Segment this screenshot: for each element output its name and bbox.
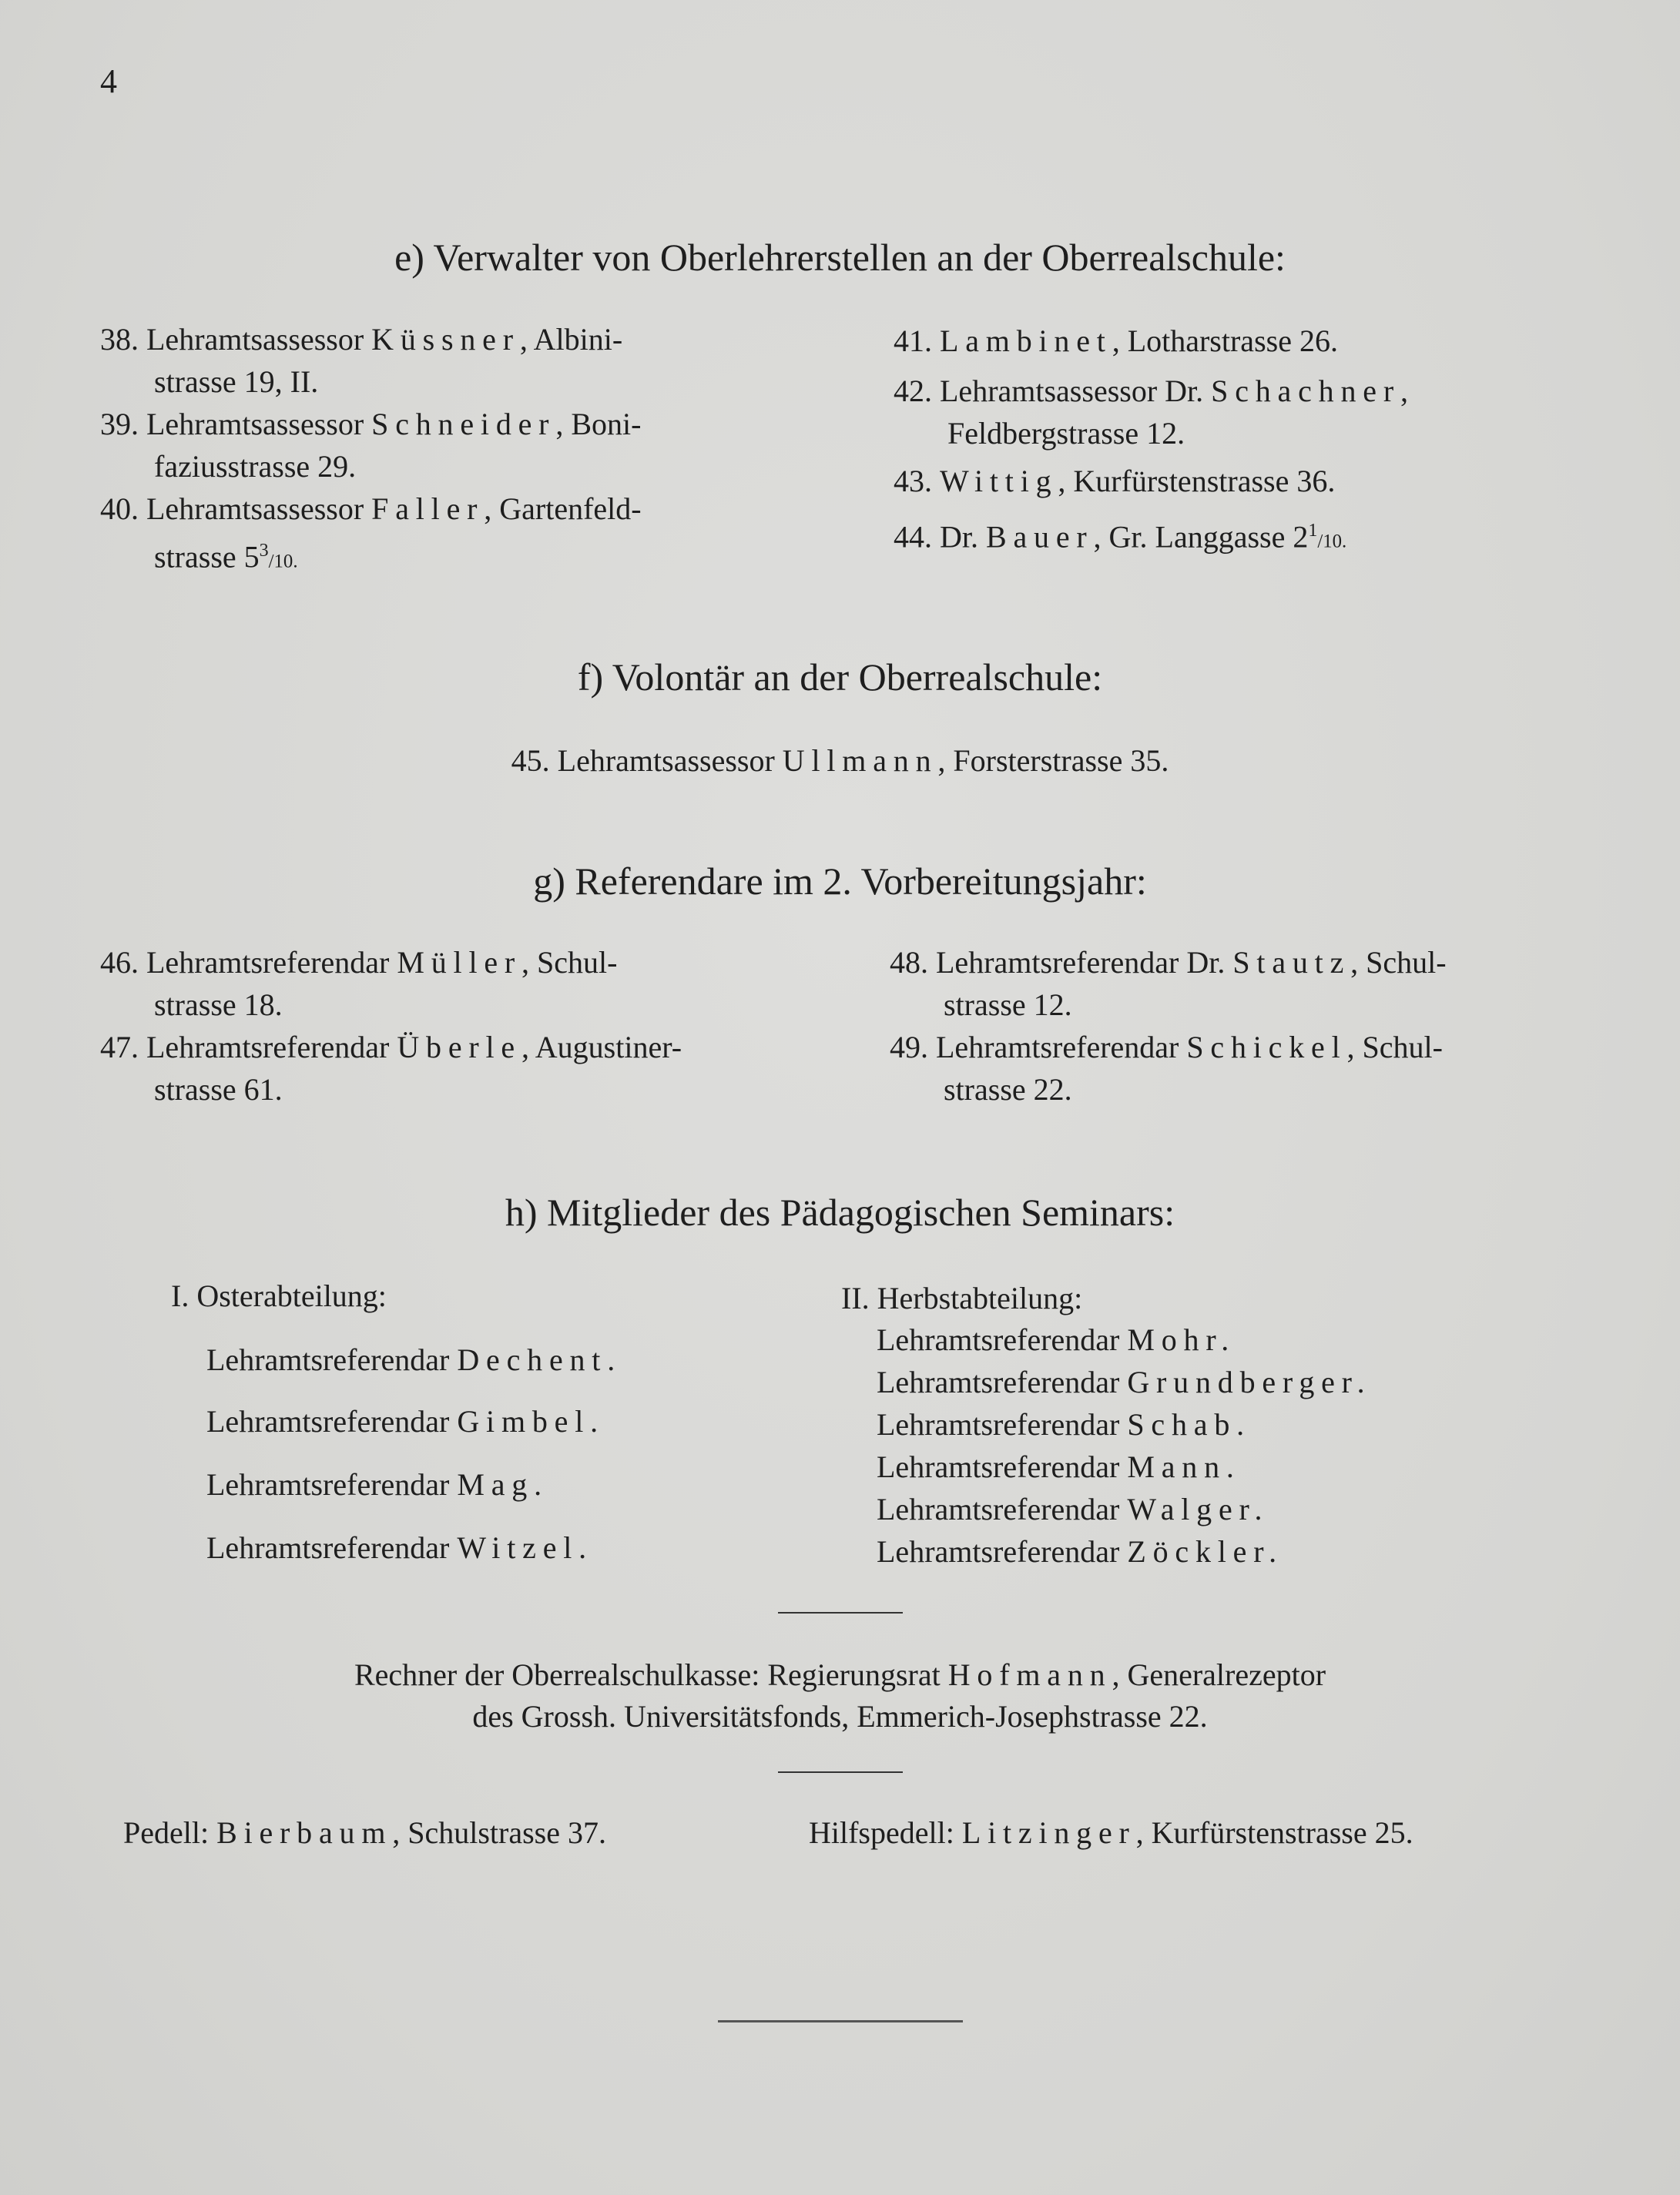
osterabteilung-title: I. Osterabteilung: [171,1278,387,1313]
page-number: 4 [100,62,117,100]
section-e-heading: e) Verwalter von Oberlehrerstellen an der Oberrealschule: [394,236,1286,279]
section-f-heading: f) Volontär an der Oberrealschule: [577,655,1103,699]
entry-42: 42. Lehramtsassessor Dr. Schachner, Feldbergstrasse 12. [894,374,1408,451]
herbstabteilung-title: II. Herbstabteilung: [841,1281,1083,1315]
oster-member: Lehramtsreferendar Mag. [206,1467,548,1502]
entry-44: 44. Dr. Bauer, Gr. Langgasse $2^1/10$. [894,519,1347,555]
oster-member: Lehramtsreferendar Dechent. [206,1342,622,1377]
entry-41: 41. Lambinet, Lotharstrasse 26. [894,323,1338,358]
entry-45: 45. Lehramtsassessor Ullmann, Forsterstrasse 35. [511,743,1169,778]
herbst-member: Lehramtsreferendar Mann. [877,1449,1241,1484]
entry-38: 38. Lehramtsassessor Küssner, Albini- strasse 19, II. [100,322,623,399]
herbst-member: Lehramtsreferendar Zöckler. [877,1534,1283,1569]
end-rule [718,2020,963,2022]
herbst-member: Lehramtsreferendar Walger. [877,1492,1269,1526]
oster-member: Lehramtsreferendar Gimbel. [206,1404,605,1439]
entry-48: 48. Lehramtsreferendar Dr. Stautz, Schul- strasse 12. [890,945,1447,1022]
divider [778,1612,903,1614]
herbst-member: Lehramtsreferendar Mohr. [877,1322,1236,1357]
hilfspedell: Hilfspedell: Litzinger, Kurfürstenstrasse 25. [809,1815,1413,1850]
rechner-line-2: des Grossh. Universitätsfonds, Emmerich-Josephstrasse 22. [472,1699,1208,1734]
entry-43: 43. Wittig, Kurfürstenstrasse 36. [894,464,1336,498]
entry-40: 40. Lehramtsassessor Faller, Gartenfeld- strasse $5^3/10$. [100,491,642,575]
herbst-member: Lehramtsreferendar Schab. [877,1407,1251,1442]
herbst-member: Lehramtsreferendar Grundberger. [877,1365,1372,1399]
entry-39: 39. Lehramtsassessor Schneider, Boni- faziusstrasse 29. [100,407,642,484]
oster-member: Lehramtsreferendar Witzel. [206,1530,593,1565]
entry-49: 49. Lehramtsreferendar Schickel, Schul- strasse 22. [890,1030,1443,1107]
section-g-heading: g) Referendare im 2. Vorbereitungsjahr: [533,860,1147,903]
divider [778,1771,903,1773]
entry-47: 47. Lehramtsreferendar Überle, Augustiner- strasse 61. [100,1030,682,1107]
pedell: Pedell: Bierbaum, Schulstrasse 37. [123,1815,606,1850]
entry-46: 46. Lehramtsreferendar Müller, Schul- strasse 18. [100,945,618,1022]
rechner-line-1: Rechner der Oberrealschulkasse: Regierungsrat Hofmann, Generalrezeptor [354,1657,1326,1692]
section-h-heading: h) Mitglieder des Pädagogischen Seminars: [505,1191,1175,1234]
